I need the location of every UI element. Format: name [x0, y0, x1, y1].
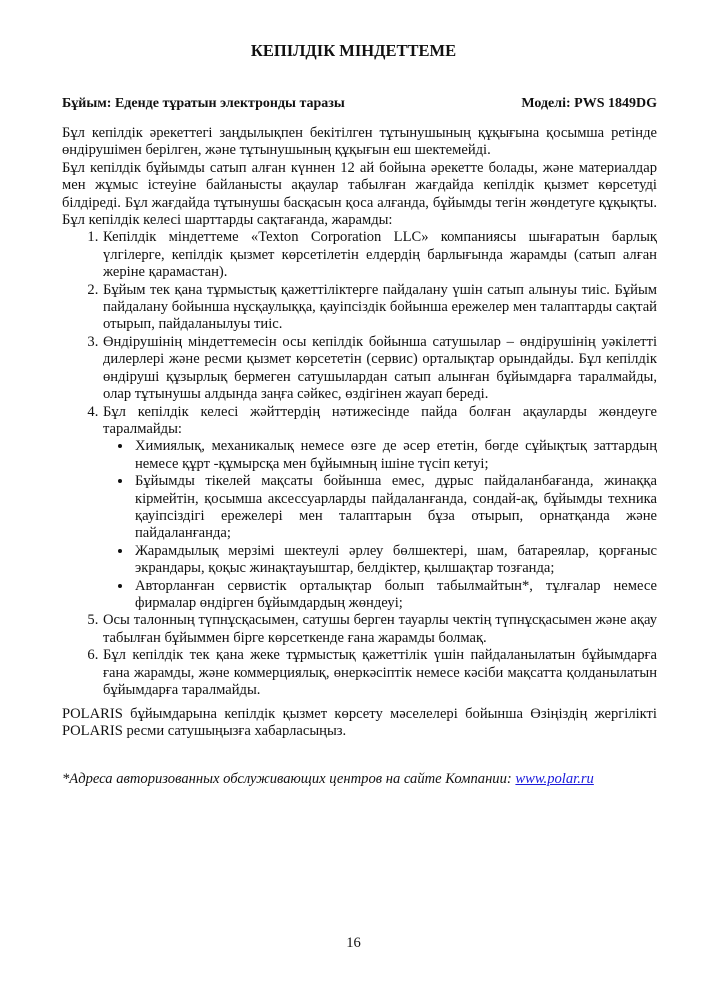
- contact-paragraph: POLARIS бұйымдарына кепілдік қызмет көрсету мәселелері бойынша Өзіңіздің жергілікті POLARIS ресми сатушыңызға хабарласыңыз.: [62, 706, 657, 740]
- condition-item: 1. Кепілдік міндеттеме «Texton Corporation LLC» компаниясы шығаратын барлық үлгілерге, кепілдік қызмет көрсетілетін елдердің барлығында жарамды (сатып алған жеріне қарамастан).: [102, 229, 657, 281]
- page-number: 16: [346, 935, 361, 951]
- condition-item: 6. Бұл кепілдік тек қана жеке тұрмыстық қажеттілік үшін пайдаланылатын бұйымдарға ғана жарамды, және коммерциялық, өнеркәсіптік немесе кәсіби мақсатта қолданылатын бұйымдарға таралмайды.: [102, 647, 657, 699]
- conditions-list: [62, 229, 657, 699]
- product-header: [62, 95, 657, 112]
- footnote: [62, 771, 657, 788]
- product-name: Бұйым: Еденде тұратын электронды таразы: [62, 96, 345, 111]
- condition-item: 5. Осы талонның түпнұсқасымен, сатушы берген тауарлы чектің түпнұсқасымен және ақау табылған бұйыммен бірге көрсеткенде ғана жарамды болмақ.: [102, 612, 657, 647]
- document-title: КЕПІЛДІК МІНДЕТТЕМЕ: [250, 41, 457, 60]
- warranty-body: [62, 125, 657, 699]
- model-name: Моделі: PWS 1849DG: [521, 96, 657, 111]
- exclusion-item: • Бұйымды тікелей мақсаты бойынша емес, дұрыс пайдаланбағанда, жинаққа кірмейтін, қосымша аксессуарларды пайдаланғанда, сондай-ақ, бұйымды техника қауіпсіздігі ережелері мен талаптарын бұза отырып, орнатқанда және пайдаланғанда;: [133, 473, 657, 543]
- exclusion-item: • Авторланған сервистік орталықтар болып табылмайтын*, тұлғалар немесе фирмалар өндірген бұйымдардың жөндеуі;: [133, 578, 657, 613]
- exclusion-item: • Жарамдылық мерзімі шектеулі әрлеу бөлшектері, шам, батареялар, қорғаныс экрандары, қоқыс жинақтауыштар, белдіктер, қылшақтар тозғанда;: [133, 543, 657, 578]
- footnote-text: *Адреса авторизованных обслуживающих центров на сайте Компании:: [62, 771, 516, 787]
- exclusion-item: • Химиялық, механикалық немесе өзге де әсер ететін, бөгде сұйықтық заттардың немесе құрт -құмырсқа мен бұйымның ішіне түсіп кетуі;: [133, 438, 657, 473]
- condition-item: [102, 404, 657, 613]
- condition-item: 3. Өндірушінің міндеттемесін осы кепілдік бойынша сатушылар – өндірушінің уәкілетті дилерлері және ресми қызмет көрсететін (сервис) орталықтар орындайды. Бұл кепілдік өндіруші құзырлық бермеген сатушылардан сатып алынған бұйымдарға таралмайды, олар тұтынушы алдында заңға сәйкес, өздігінен жауап береді.: [102, 334, 657, 404]
- intro-paragraph: Бұл кепілдік әрекеттегі заңдылықпен бекітілген тұтынушының құқығына қосымша ретінде өндірушімен берілген, және тұтынушының құқығын еш шектемейді.: [62, 125, 657, 159]
- exclusions-list: [103, 438, 657, 612]
- intro-paragraph: Бұл кепілдік бұйымды сатып алған күннен 12 ай бойына әрекетте болады, және материалдар мен жұмыс істеуіне байланысты ақаулар табылған жағдайда кепілдік қызмет көрсетуді білдіреді. Бұл жағдайда тұтынушы басқасын қоса алғанда, бұйымды тегін жөндетуге құқықты. Бұл кепілдік келесі шарттарды сақтағанда, жарамды:: [62, 159, 657, 229]
- condition-item: 2. Бұйым тек қана тұрмыстық қажеттіліктерге пайдалану үшін сатып алынуы тиіс. Бұйым пайдалану бойынша нұсқаулыққа, қауіпсіздік бойынша ережелер мен талаптарды сақтай отырып, пайдаланылуы тиіс.: [102, 282, 657, 334]
- condition-text: Бұл кепілдік келесі жәйттердің нәтижесінде пайда болған ақауларды жөндеуге таралмайды:: [103, 403, 657, 437]
- website-link[interactable]: www.polar.ru: [515, 771, 594, 787]
